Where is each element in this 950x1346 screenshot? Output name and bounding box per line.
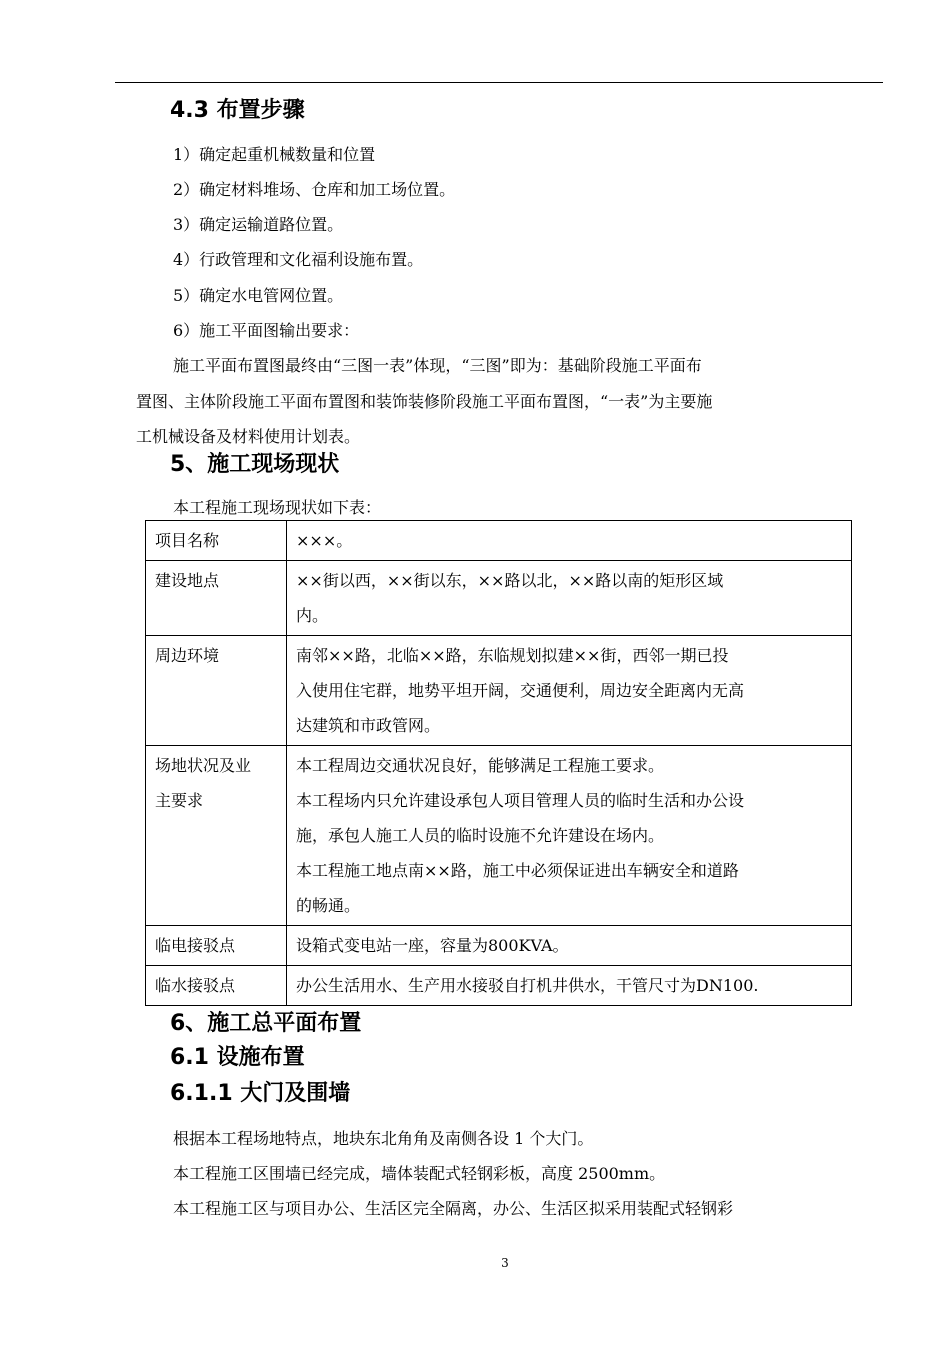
table-value-line: 设箱式变电站一座，容量为800KVA。	[296, 936, 569, 955]
heading-5: 5、施工现场现状	[170, 452, 340, 477]
table-value-line: 达建筑和市政管网。	[296, 716, 441, 735]
table-key-line: 主要求	[155, 791, 204, 810]
output-para-line-1: 施工平面布置图最终由“三图一表”体现，“三图”即为：基础阶段施工平面布	[173, 356, 702, 375]
step-3: 3）确定运输道路位置。	[173, 215, 344, 234]
header-rule	[115, 82, 883, 83]
step-5: 5）确定水电管网位置。	[173, 286, 344, 305]
table-value-cell	[287, 926, 852, 966]
table-row	[146, 561, 852, 636]
table-value-line: 南邻××路，北临××路，东临规划拟建××街，西邻一期已投	[296, 646, 729, 665]
step-6: 6）施工平面图输出要求：	[173, 321, 360, 340]
table-row	[146, 521, 852, 561]
site-status-table	[145, 520, 852, 1006]
table-row	[146, 636, 852, 746]
heading-6-1-1: 6.1.1 大门及围墙	[170, 1081, 351, 1106]
page-number: 3	[501, 1256, 509, 1270]
heading-6-1: 6.1 设施布置	[170, 1045, 305, 1070]
heading-4-3: 4.3 布置步骤	[170, 98, 305, 123]
gate-para-1: 根据本工程场地特点，地块东北角角及南侧各设 1 个大门。	[173, 1129, 594, 1148]
table-value-line: 入使用住宅群，地势平坦开阔，交通便利，周边安全距离内无高	[296, 681, 745, 700]
table-value-line: ××街以西，××街以东，××路以北，××路以南的矩形区域	[296, 571, 724, 590]
table-key-line: 临水接驳点	[155, 976, 236, 995]
output-para-line-2: 置图、主体阶段施工平面布置图和装饰装修阶段施工平面布置图，“一表”为主要施	[136, 392, 713, 411]
table-value-cell	[287, 966, 852, 1006]
step-4: 4）行政管理和文化福利设施布置。	[173, 250, 424, 269]
table-key-cell	[146, 636, 287, 746]
table-key-line: 项目名称	[155, 531, 220, 550]
table-value-cell	[287, 521, 852, 561]
table-key-cell	[146, 521, 287, 561]
table-row	[146, 746, 852, 926]
table-key-cell	[146, 966, 287, 1006]
table-value-line: 本工程场内只允许建设承包人项目管理人员的临时生活和办公设	[296, 791, 745, 810]
table-intro: 本工程施工现场现状如下表：	[173, 498, 382, 517]
heading-6: 6、施工总平面布置	[170, 1011, 362, 1036]
table-value-line: 本工程施工地点南××路，施工中必须保证进出车辆安全和道路	[296, 861, 739, 880]
table-value-line: ×××。	[296, 531, 353, 550]
output-para-line-3: 工机械设备及材料使用计划表。	[136, 427, 361, 446]
step-1: 1）确定起重机械数量和位置	[173, 145, 376, 164]
table-value-line: 施，承包人施工人员的临时设施不允许建设在场内。	[296, 826, 665, 845]
table-key-line: 周边环境	[155, 646, 220, 665]
table-value-line: 内。	[296, 606, 329, 625]
table-key-line: 临电接驳点	[155, 936, 236, 955]
table-key-cell	[146, 746, 287, 926]
gate-para-3: 本工程施工区与项目办公、生活区完全隔离，办公、生活区拟采用装配式轻钢彩	[173, 1199, 734, 1218]
table-key-line: 场地状况及业	[155, 756, 252, 775]
table-value-cell	[287, 561, 852, 636]
table-row	[146, 926, 852, 966]
gate-para-2: 本工程施工区围墙已经完成，墙体装配式轻钢彩板，高度 2500mm。	[173, 1164, 666, 1183]
table-value-line: 办公生活用水、生产用水接驳自打机井供水，干管尺寸为DN100.	[296, 976, 759, 995]
step-2: 2）确定材料堆场、仓库和加工场位置。	[173, 180, 456, 199]
table-value-line: 的畅通。	[296, 896, 361, 915]
table-key-line: 建设地点	[155, 571, 220, 590]
table-key-cell	[146, 926, 287, 966]
table-row	[146, 966, 852, 1006]
table-key-cell	[146, 561, 287, 636]
table-value-cell	[287, 636, 852, 746]
table-value-cell	[287, 746, 852, 926]
table-value-line: 本工程周边交通状况良好，能够满足工程施工要求。	[296, 756, 665, 775]
